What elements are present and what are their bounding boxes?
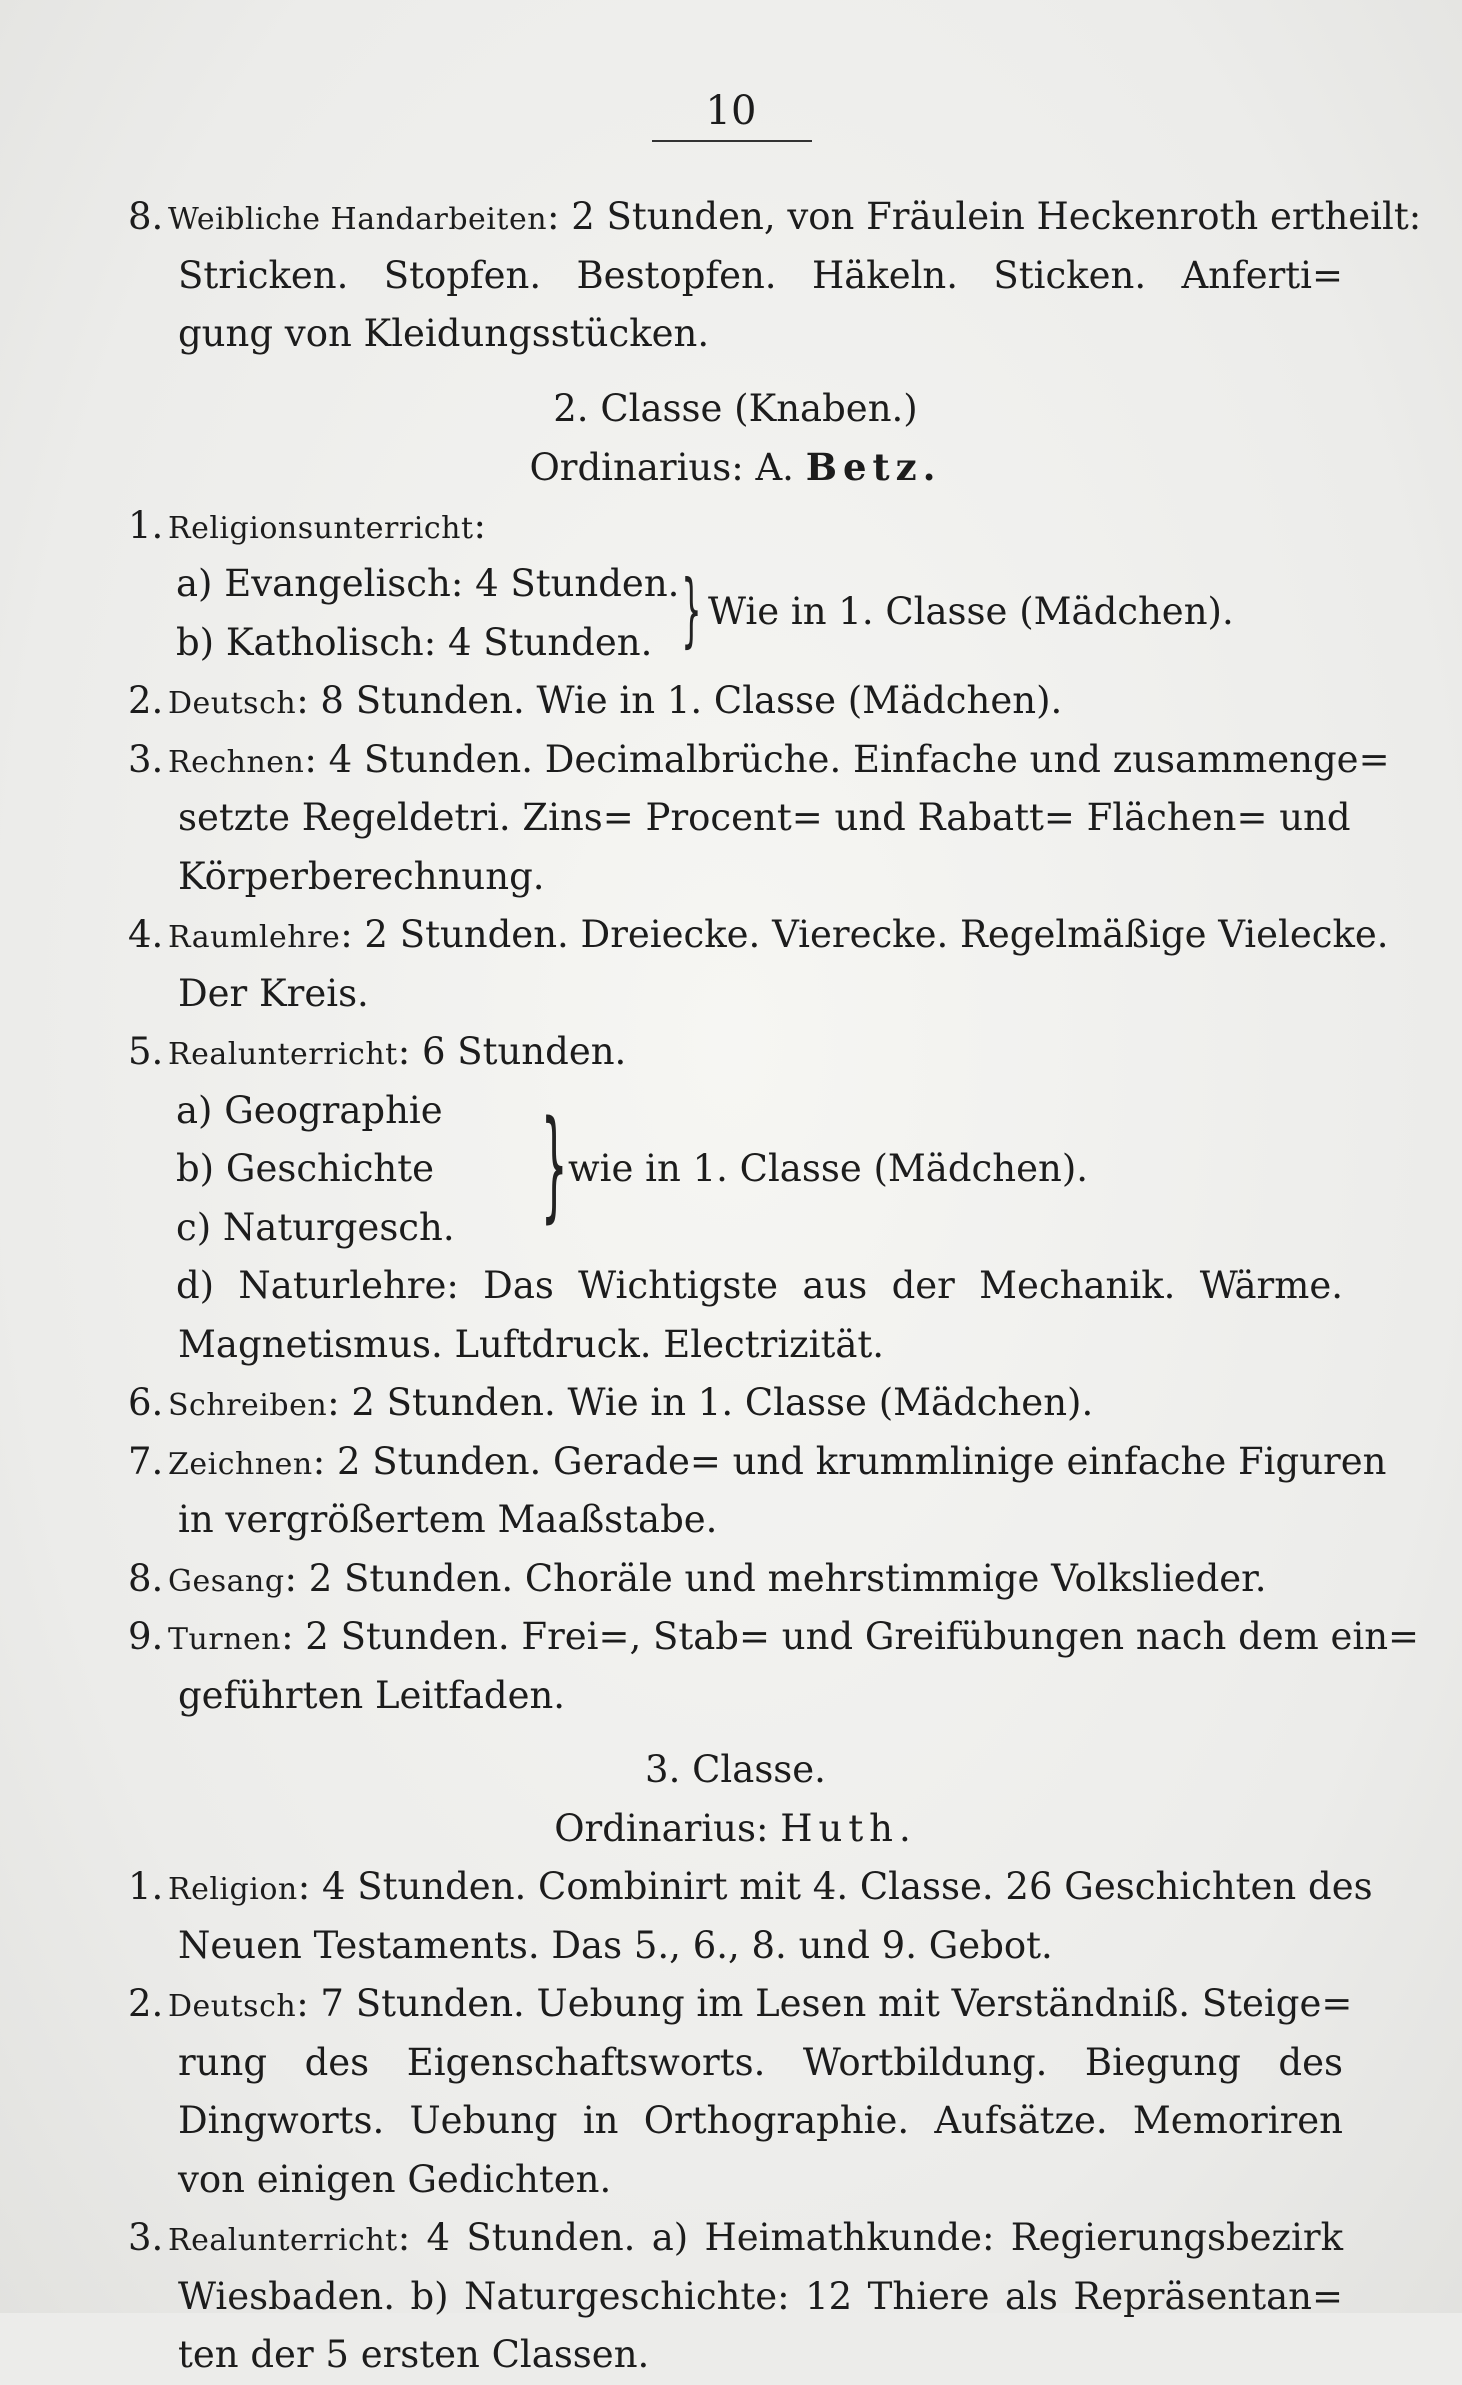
- c2-item-5-d-line-1: d) Naturlehre: Das Wichtigste aus der Mechanik. Wärme.: [176, 1264, 1343, 1307]
- c2-item-2: [128, 672, 1343, 731]
- right-brace-icon: }: [681, 563, 702, 656]
- item-subject: Rechnen: [168, 744, 305, 780]
- ordinarius-label: Ordinarius:: [554, 1806, 769, 1850]
- ordinarius-label: Ordinarius: A.: [529, 446, 794, 489]
- c2-item-5-line-1: [128, 1023, 1343, 1082]
- page-content: [128, 188, 1422, 2385]
- c2-item-4-line-2: Der Kreis.: [178, 971, 369, 1015]
- prev-item-8-line-3: gung von Kleidungsstücken.: [178, 312, 710, 355]
- item-text: : 7 Stunden. Uebung im Lesen mit Verständniß. Steige=: [296, 1982, 1353, 2025]
- c3-item-2-line-3: Dingworts. Uebung in Orthographie. Aufsätze. Memoriren: [178, 2099, 1343, 2142]
- item-number: 8.: [128, 1556, 164, 1600]
- c3-item-1-line-2: Neuen Testaments. Das 5., 6., 8. und 9. Gebot.: [178, 1923, 1053, 1967]
- item-number: 8.: [128, 195, 164, 238]
- page-number: 10: [705, 88, 757, 134]
- item-subject: Gesang: [168, 1563, 285, 1599]
- c2-item-1-group: [128, 555, 1343, 672]
- c2-item-5-d-line-2: Magnetismus. Luftdruck. Electrizität.: [178, 1322, 885, 1366]
- item-number: 7.: [128, 1439, 164, 1483]
- item-subject: Raumlehre: [168, 920, 341, 955]
- c3-item-3-line-2: Wiesbaden. b) Naturgeschichte: 12 Thiere als Repräsentan=: [178, 2274, 1343, 2318]
- item-text: : 2 Stunden, von Fräulein Heckenroth ertheilt:: [547, 195, 1422, 238]
- classe3-ordinarius: [128, 1800, 1343, 1859]
- item-subject: Schreiben: [168, 1388, 328, 1423]
- c2-item-3-line-1: [128, 731, 1390, 790]
- item-subject: Realunterricht: [168, 1037, 398, 1072]
- item-text: : 2 Stunden. Dreiecke. Vierecke. Regelmäßige Vielecke.: [340, 913, 1389, 956]
- c2-item-9-line-2: geführten Leitfaden.: [178, 1673, 566, 1717]
- item-subject: Deutsch: [168, 686, 297, 721]
- item-text: : 8 Stunden. Wie in 1. Classe (Mädchen).: [296, 679, 1063, 722]
- item-subject: Religionsunterricht: [168, 510, 474, 546]
- item-subject: Weibliche Handarbeiten: [168, 202, 548, 237]
- c3-item-2-line-1: [128, 1975, 1353, 2034]
- item-number: 3.: [128, 737, 164, 781]
- c2-item-4-line-1: [128, 906, 1389, 965]
- item-number: 1.: [128, 503, 164, 547]
- c3-item-3-line-1: [128, 2209, 1343, 2268]
- ordinarius-name: Huth.: [780, 1806, 917, 1850]
- item-subject: Turnen: [168, 1622, 282, 1657]
- c2-item-7-line-1: [128, 1433, 1387, 1492]
- c2-item-1-b: b) Katholisch: 4 Stunden.: [176, 620, 653, 664]
- prev-item-8-line-2: Stricken. Stopfen. Bestopfen. Häkeln. Sticken. Anferti=: [178, 253, 1343, 297]
- item-subject: Deutsch: [168, 1989, 297, 2024]
- classe2-title: 2. Classe (Knaben.): [553, 386, 918, 430]
- item-subject: Zeichnen: [168, 1446, 313, 1482]
- c3-item-2-line-2: rung des Eigenschaftsworts. Wortbildung. Biegung des: [178, 2040, 1343, 2084]
- item-text: : 2 Stunden. Gerade= und krummlinige einfache Figuren: [312, 1439, 1387, 1483]
- item-number: 4.: [128, 913, 164, 956]
- item-number: 9.: [128, 1615, 164, 1658]
- item-text: : 4 Stunden. Decimalbrüche. Einfache und zusammenge=: [304, 737, 1390, 781]
- c2-item-7-line-2: in vergrößertem Maaßstabe.: [178, 1498, 718, 1541]
- c2-item-6: [128, 1374, 1343, 1433]
- item-text: : 6 Stunden.: [397, 1030, 627, 1073]
- spacer: [128, 1725, 1343, 1741]
- prev-item-8-line-1: [128, 188, 1422, 247]
- c3-item-3-line-3: ten der 5 ersten Classen.: [178, 2333, 650, 2376]
- c2-item-3-line-2: setzte Regeldetri. Zins= Procent= und Rabatt= Flächen= und: [178, 796, 1351, 839]
- item-number: 1.: [128, 1865, 164, 1908]
- c2-item-1-a: a) Evangelisch: 4 Stunden.: [176, 562, 680, 605]
- c2-item-9-line-1: [128, 1608, 1420, 1667]
- c3-item-2-line-4: von einigen Gedichten.: [178, 2157, 612, 2201]
- ordinarius-name: Betz.: [805, 445, 942, 489]
- item-subject: Religion: [168, 1872, 298, 1907]
- classe2-ordinarius: [128, 438, 1343, 497]
- c2-item-1-head: [128, 497, 1343, 556]
- c2-item-1-ab-right: Wie in 1. Classe (Mädchen).: [708, 590, 1234, 633]
- item-number: 3.: [128, 2216, 164, 2259]
- item-text: : 4 Stunden. Combinirt mit 4. Classe. 26 Geschichten des: [297, 1865, 1373, 1908]
- c2-item-5-abc-right: wie in 1. Classe (Mädchen).: [568, 1146, 1089, 1190]
- item-text: : 2 Stunden. Choräle und mehrstimmige Volkslieder.: [284, 1556, 1267, 1600]
- page-number-rule: [652, 140, 812, 142]
- item-number: 5.: [128, 1030, 164, 1073]
- spacer: [128, 364, 1343, 380]
- right-brace-icon: }: [540, 1095, 568, 1235]
- item-colon: :: [473, 503, 486, 547]
- item-text: : 2 Stunden. Frei=, Stab= und Greifübungen nach dem ein=: [281, 1615, 1420, 1658]
- classe3-title: 3. Classe.: [645, 1748, 826, 1791]
- c2-item-5-a: a) Geographie: [176, 1088, 443, 1132]
- c3-item-1-line-1: [128, 1858, 1373, 1917]
- item-text: : 4 Stunden. a) Heimathkunde: Regierungsbezirk: [397, 2216, 1343, 2259]
- item-number: 6.: [128, 1381, 164, 1424]
- item-subject: Realunterricht: [168, 2223, 398, 2258]
- c2-item-3-line-3: Körperberechnung.: [178, 854, 545, 898]
- item-text: : 2 Stunden. Wie in 1. Classe (Mädchen).: [327, 1381, 1094, 1424]
- c2-item-5-c: c) Naturgesch.: [176, 1205, 455, 1249]
- c2-item-5-b: b) Geschichte: [176, 1147, 435, 1190]
- item-number: 2.: [128, 1982, 164, 2025]
- c2-item-8: [128, 1550, 1343, 1609]
- c2-item-5-group: [128, 1082, 1343, 1258]
- item-number: 2.: [128, 679, 164, 722]
